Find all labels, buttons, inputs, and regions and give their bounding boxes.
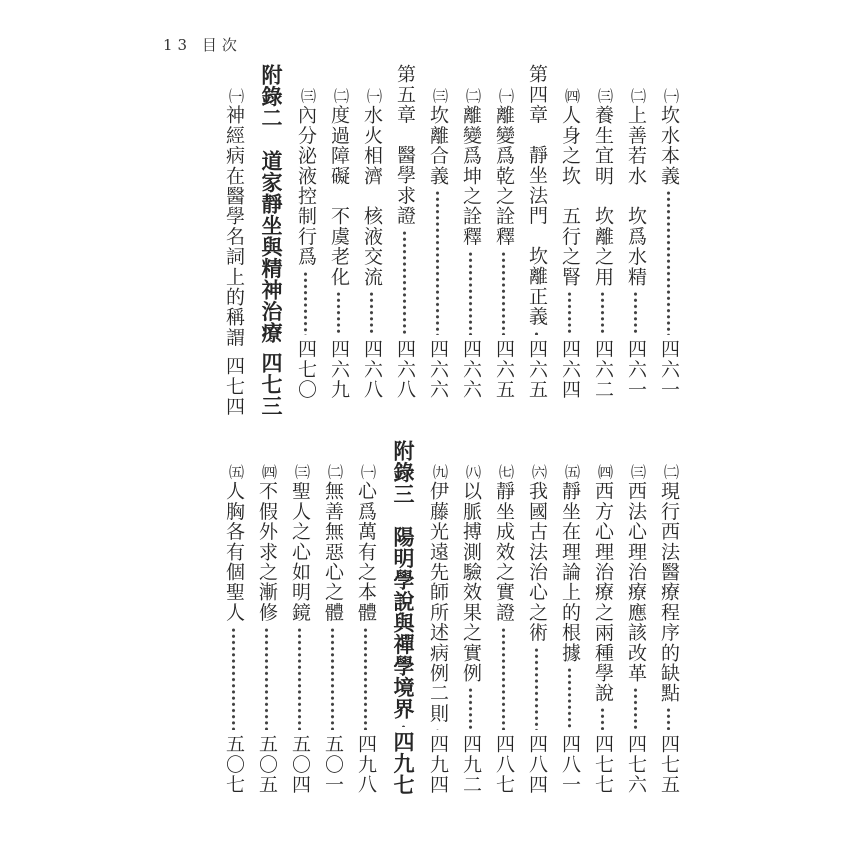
toc-entry: [223, 62, 245, 417]
entry-title: 靜坐在理論上的根據: [559, 481, 581, 664]
entry-title: 人胸各有個聖人: [223, 481, 245, 623]
dot-leader: [231, 627, 236, 731]
dot-leader: [363, 627, 368, 731]
dot-leader: [633, 291, 638, 335]
entry-page-number: 四六四: [559, 339, 581, 400]
entry-title: 神經病在醫學名詞上的稱謂: [223, 105, 245, 348]
entry-title: 以脈搏測驗效果之實例: [460, 481, 482, 684]
dot-leader: [336, 291, 341, 335]
dot-leader: [369, 291, 374, 335]
entry-number: ㈠: [365, 88, 383, 104]
dot-leader: [402, 230, 407, 336]
toc-entry: [593, 62, 612, 400]
entry-title: 度過障礙 不虞老化: [328, 105, 350, 288]
entry-page-number: 四六六: [460, 339, 482, 400]
entry-number: ㈧: [464, 464, 482, 480]
entry-number: ㈡: [332, 88, 350, 104]
toc-entry: [296, 62, 315, 400]
entry-number: ㈡: [629, 88, 647, 104]
entry-page-number: 五〇七: [223, 734, 245, 795]
toc-entry: [527, 438, 546, 795]
toc-entry: [494, 62, 513, 400]
dot-leader: [501, 251, 506, 336]
entry-title: 靜坐成效之實證: [493, 481, 515, 623]
entry-page-number: 四七七: [592, 734, 614, 795]
entry-number: ㈠: [662, 88, 680, 104]
toc-entry: [461, 62, 480, 400]
toc-entry: [560, 62, 579, 400]
toc-entry: [257, 438, 276, 795]
entry-page-number: 四六九: [328, 339, 350, 400]
entry-page-number: 四八一: [559, 734, 581, 795]
entry-page-number: 四六一: [658, 339, 680, 400]
entry-title: 坎離合義: [427, 105, 449, 187]
entry-page-number: 四六五: [526, 339, 548, 400]
dot-leader: [468, 687, 473, 730]
toc-entry: [527, 62, 546, 400]
toc-entry: [494, 438, 513, 795]
entry-page-number: 四九二: [460, 734, 482, 795]
toc-entry: [461, 438, 480, 795]
entry-page-number: 四九七: [391, 730, 416, 795]
entry-title: 水火相濟 核液交流: [361, 105, 383, 288]
entry-page-number: 四七六: [625, 734, 647, 795]
entry-title: 西方心理治療之兩種學說: [592, 481, 614, 704]
entry-page-number: 四九八: [355, 734, 377, 795]
entry-page-number: 四六二: [592, 339, 614, 400]
toc-entry: [329, 62, 348, 400]
dot-leader: [600, 291, 605, 335]
entry-page-number: 五〇一: [322, 734, 344, 795]
toc-entry: [659, 62, 678, 400]
entry-number: ㈢: [629, 464, 647, 480]
entry-page-number: 四六一: [625, 339, 647, 400]
entry-title: 上善若水 坎爲水精: [625, 105, 647, 288]
entry-page-number: 四七〇: [295, 339, 317, 400]
toc-entry: [659, 438, 678, 795]
entry-title: 現行西法醫療程序的缺點: [658, 481, 680, 704]
entry-title: 伊藤光遠先師所述病例二則: [427, 481, 449, 724]
entry-title: 第五章 醫學求證: [394, 64, 416, 226]
toc-entry: [626, 62, 645, 400]
toc-section-lower: [210, 438, 678, 795]
entry-number: ㈣: [260, 464, 278, 480]
entry-number: ㈨: [431, 464, 449, 480]
dot-leader: [567, 667, 572, 730]
dot-leader: [666, 707, 671, 730]
toc-entry: [356, 438, 375, 795]
entry-page-number: 四六八: [361, 339, 383, 400]
toc-entry: [323, 438, 342, 795]
entry-number: ㈠: [227, 88, 245, 104]
entry-number: ㈡: [662, 464, 680, 480]
toc-entry: [224, 438, 243, 795]
dot-leader: [330, 627, 335, 731]
entry-number: ㈦: [497, 464, 515, 480]
dot-leader: [435, 728, 440, 731]
entry-title: 我國古法治心之術: [526, 481, 548, 643]
entry-title: 內分泌液控制行爲: [295, 105, 317, 267]
entry-title: 附錄三 陽明學說與禪學境界: [391, 440, 416, 720]
entry-number: ㈥: [530, 464, 548, 480]
entry-page-number: 五〇四: [289, 734, 311, 795]
entry-page-number: 四七五: [658, 734, 680, 795]
toc-entry: [395, 62, 414, 400]
entry-title: 不假外求之漸修: [256, 481, 278, 623]
entry-title: 養生宜明 坎離之用: [592, 105, 614, 288]
entry-number: ㈡: [464, 88, 482, 104]
entry-title: 離變爲乾之詮釋: [493, 105, 515, 247]
toc-entry: [626, 438, 645, 795]
dot-leader: [297, 627, 302, 731]
dot-leader: [303, 271, 308, 336]
toc-entry: [259, 62, 284, 416]
dot-leader: [534, 647, 539, 731]
entry-number: ㈣: [563, 88, 581, 104]
entry-number: ㈠: [359, 464, 377, 480]
entry-page-number: 四七四: [223, 355, 245, 417]
entry-number: ㈤: [227, 464, 245, 480]
toc-entry: [593, 438, 612, 795]
entry-title: 離變爲坤之詮釋: [460, 105, 482, 247]
entry-number: ㈢: [293, 464, 311, 480]
entry-page-number: 四八四: [526, 734, 548, 795]
entry-number: ㈢: [299, 88, 317, 104]
entry-title: 無善無惡心之體: [322, 481, 344, 623]
entry-number: ㈢: [431, 88, 449, 104]
entry-number: ㈠: [497, 88, 515, 104]
dot-leader: [567, 291, 572, 335]
entry-page-number: 四六五: [493, 339, 515, 400]
entry-title: 坎水本義: [658, 105, 680, 187]
entry-page-number: 四九四: [427, 734, 449, 795]
dot-leader: [401, 724, 406, 727]
dot-leader: [264, 627, 269, 731]
dot-leader: [600, 707, 605, 730]
dot-leader: [468, 251, 473, 336]
entry-title: 人身之坎 五行之腎: [559, 105, 581, 288]
entry-title: 西法心理治療應該改革: [625, 481, 647, 684]
dot-leader: [501, 627, 506, 731]
entry-page-number: 四六八: [394, 339, 416, 400]
entry-number: ㈢: [596, 88, 614, 104]
dot-leader: [534, 331, 539, 336]
toc-section-upper: [210, 62, 680, 417]
dot-leader: [435, 190, 440, 335]
entry-title: 第四章 靜坐法門 坎離正義: [526, 64, 548, 327]
entry-number: ㈤: [563, 464, 581, 480]
entry-number: ㈡: [326, 464, 344, 480]
toc-entry: [428, 438, 447, 795]
dot-leader: [633, 687, 638, 730]
entry-page-number: 五〇五: [256, 734, 278, 795]
entry-title: 心爲萬有之本體: [355, 481, 377, 623]
dot-leader: [666, 190, 671, 335]
entry-page-number: 四七三: [259, 351, 284, 416]
toc-entry: [362, 62, 381, 400]
entry-title: 附錄二 道家靜坐與精神治療: [259, 64, 284, 344]
entry-page-number: 四六六: [427, 339, 449, 400]
entry-number: ㈣: [596, 464, 614, 480]
toc-entry: [560, 438, 579, 795]
page-header: 13 目次: [163, 36, 242, 54]
toc-entry: [290, 438, 309, 795]
toc-entry: [428, 62, 447, 400]
toc-entry: [393, 438, 414, 795]
entry-title: 聖人之心如明鏡: [289, 481, 311, 623]
entry-page-number: 四八七: [493, 734, 515, 795]
